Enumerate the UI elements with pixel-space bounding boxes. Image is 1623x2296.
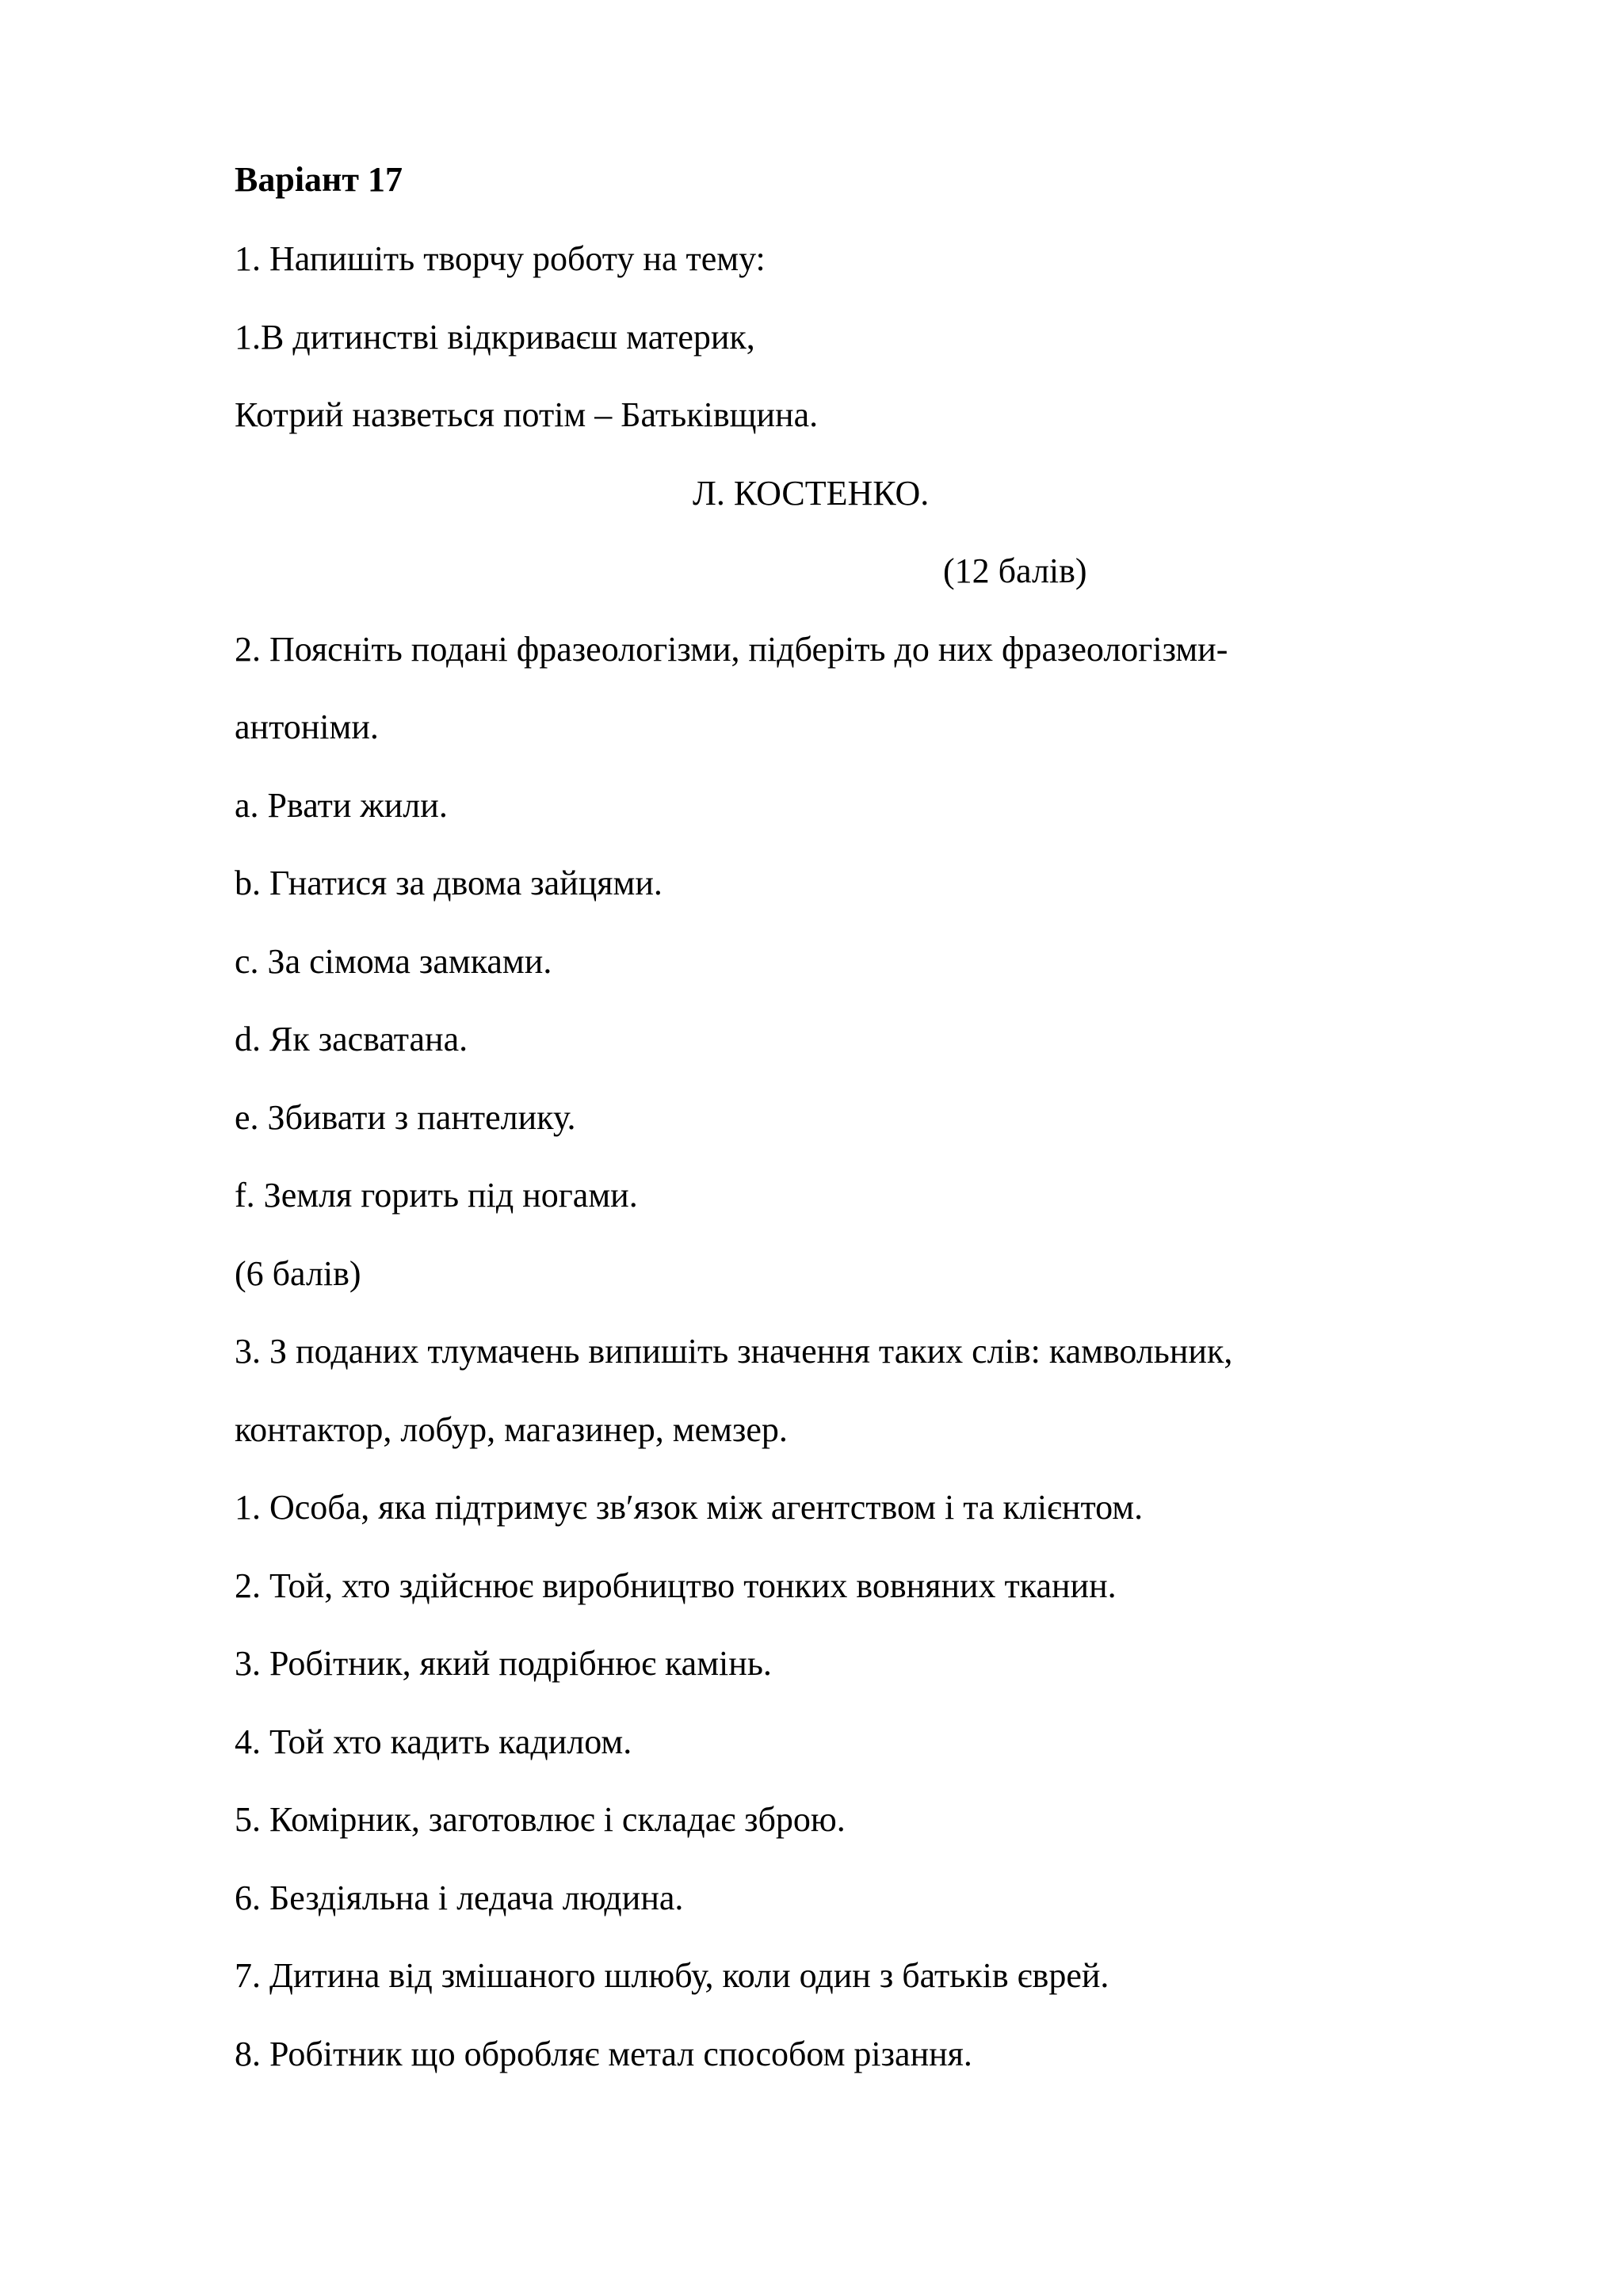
task3-item: 5. Комірник, заготовлює і складає зброю. [235, 1800, 846, 1839]
task3-prompt-line1: 3. З поданих тлумачень випишіть значення таких слів: камвольник, [235, 1332, 1233, 1371]
task3-item: 8. Робітник що обробляє метал способом різання. [235, 2035, 972, 2073]
task2-item: c. За сімома замками. [235, 942, 552, 981]
task3-item: 1. Особа, яка підтримує зв′язок між агентством і та клієнтом. [235, 1488, 1144, 1527]
task1-quote-line2: Котрий назветься потім – Батьківщина. [235, 395, 819, 434]
task2-points: (6 балів) [235, 1254, 361, 1293]
task3-item: 6. Бездіяльна і ледача людина. [235, 1878, 684, 1917]
task3-item: 3. Робітник, який подрібнює камінь. [235, 1644, 772, 1683]
task1-quote-line1: 1.В дитинстві відкриваєш материк, [235, 318, 755, 357]
task2-item: f. Земля горить під ногами. [235, 1176, 638, 1215]
task3-prompt-line2: контактор, лобур, магазинер, мемзер. [235, 1410, 788, 1449]
variant-title: Варіант 17 [235, 160, 403, 199]
task2-prompt-line1: 2. Поясніть подані фразеологізми, підберіть до них фразеологізми- [235, 630, 1228, 669]
task3-item: 7. Дитина від змішаного шлюбу, коли один з батьків єврей. [235, 1956, 1109, 1995]
task3-item: 2. Той, хто здійснює виробництво тонких вовняних тканин. [235, 1566, 1117, 1605]
task2-item: d. Як засватана. [235, 1020, 468, 1058]
task2-item: a. Рвати жили. [235, 786, 448, 825]
task2-prompt-line2: антоніми. [235, 707, 379, 746]
task1-prompt: 1. Напишіть творчу роботу на тему: [235, 239, 766, 278]
task3-item: 4. Той хто кадить кадилом. [235, 1722, 632, 1761]
task2-item: e. Збивати з пантелику. [235, 1098, 576, 1137]
task1-author: Л. КОСТЕНКО. [693, 474, 930, 513]
task1-points: (12 балів) [943, 551, 1087, 590]
task2-item: b. Гнатися за двома зайцями. [235, 864, 663, 902]
